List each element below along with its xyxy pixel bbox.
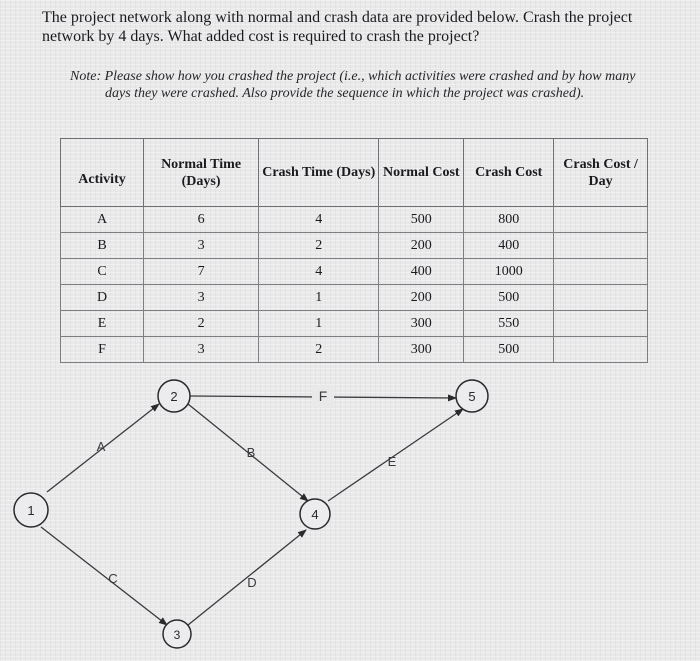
header-crash-time: Crash Time (Days) bbox=[259, 139, 379, 207]
cell-normal-time: 6 bbox=[144, 207, 259, 233]
header-normal-time: Normal Time (Days) bbox=[144, 139, 259, 207]
node-3-label: 3 bbox=[173, 628, 181, 642]
header-activity: Activity bbox=[61, 139, 144, 207]
cell-crash-cost: 500 bbox=[464, 285, 554, 311]
note-line-2: days they were crashed. Also provide the sequence in which the project was crashed). bbox=[105, 86, 585, 101]
cell-normal-cost: 500 bbox=[379, 207, 464, 233]
node-2-label: 2 bbox=[170, 389, 178, 404]
note-line-1: Note: Please show how you crashed the project (i.e., which activities were crashed and by how many bbox=[70, 69, 636, 84]
header-crash-cost: Crash Cost bbox=[464, 139, 554, 207]
node-1 bbox=[14, 493, 48, 527]
cell-normal-cost: 200 bbox=[379, 285, 464, 311]
cell-normal-cost: 400 bbox=[379, 259, 464, 285]
cell-crash-cost: 1000 bbox=[464, 259, 554, 285]
cell-normal-time: 3 bbox=[144, 233, 259, 259]
question-line-1: The project network along with normal and crash data are provided below. Crash the project bbox=[42, 9, 633, 26]
cell-crash-time: 4 bbox=[259, 207, 379, 233]
cell-crash-time: 1 bbox=[259, 311, 379, 337]
cell-activity: B bbox=[61, 233, 144, 259]
cell-crash-cost: 550 bbox=[464, 311, 554, 337]
node-4-label: 4 bbox=[311, 507, 319, 522]
node-3 bbox=[163, 620, 191, 648]
cell-crash-time: 1 bbox=[259, 285, 379, 311]
label-activity-e: E bbox=[387, 454, 397, 469]
node-5-label: 5 bbox=[468, 389, 476, 404]
cell-activity: C bbox=[61, 259, 144, 285]
header-normal-cost: Normal Cost bbox=[379, 139, 464, 207]
cell-crash-cost: 800 bbox=[464, 207, 554, 233]
header-crash-cost-per-day: Crash Cost / Day bbox=[554, 139, 648, 207]
cell-normal-time: 7 bbox=[144, 259, 259, 285]
question-line-2: network by 4 days. What added cost is required to crash the project? bbox=[42, 28, 480, 45]
cell-crash-time: 4 bbox=[259, 259, 379, 285]
label-activity-d: D bbox=[247, 575, 257, 590]
node-2 bbox=[158, 380, 190, 412]
node-1-label: 1 bbox=[27, 503, 35, 518]
cell-crash-time: 2 bbox=[259, 337, 379, 363]
cell-activity: A bbox=[61, 207, 144, 233]
cell-activity: F bbox=[61, 337, 144, 363]
cell-crash-cost: 400 bbox=[464, 233, 554, 259]
node-4 bbox=[300, 499, 330, 529]
cell-normal-time: 2 bbox=[144, 311, 259, 337]
label-activity-f: F bbox=[318, 388, 328, 404]
label-activity-a: A bbox=[96, 439, 106, 454]
cell-activity: E bbox=[61, 311, 144, 337]
cell-normal-cost: 300 bbox=[379, 311, 464, 337]
cell-crash-cost: 500 bbox=[464, 337, 554, 363]
label-activity-b: B bbox=[246, 445, 256, 460]
cell-normal-time: 3 bbox=[144, 337, 259, 363]
cell-crash-time: 2 bbox=[259, 233, 379, 259]
node-5 bbox=[456, 380, 488, 412]
cell-normal-time: 3 bbox=[144, 285, 259, 311]
arrow-activity-c bbox=[41, 527, 167, 625]
cell-activity: D bbox=[61, 285, 144, 311]
cell-normal-cost: 200 bbox=[379, 233, 464, 259]
cell-normal-cost: 300 bbox=[379, 337, 464, 363]
label-activity-c: C bbox=[108, 571, 118, 586]
